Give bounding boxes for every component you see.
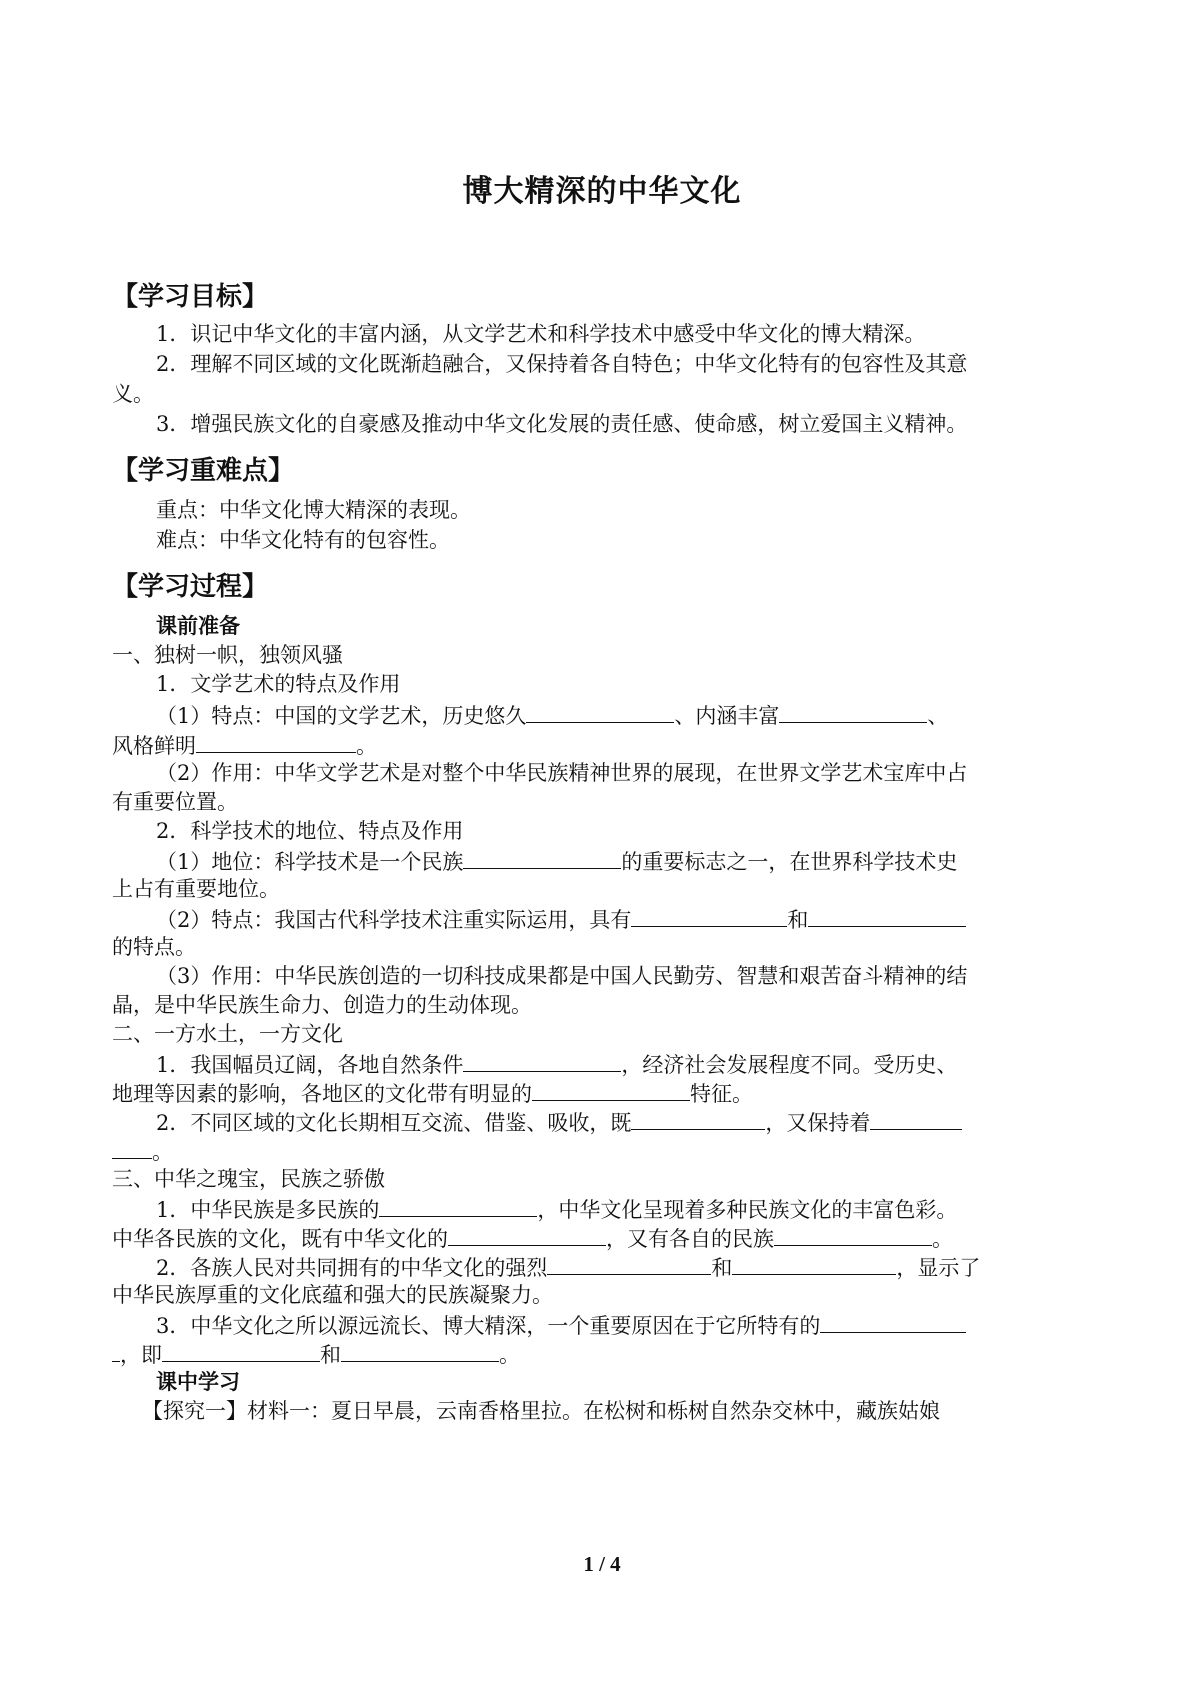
keypoint-line: 重点：中华文化博大精深的表现。 — [156, 498, 471, 522]
blank[interactable] — [774, 1223, 932, 1246]
text: 和 — [711, 1256, 733, 1280]
blank[interactable] — [448, 1223, 606, 1246]
blank[interactable] — [162, 1339, 320, 1362]
fill-line-inclusiveness-cont — [112, 1339, 1092, 1369]
goal-line-2: 2．理解不同区域的文化既渐趋融合，又保持着各自特色；中华文化特有的包容性及其意 — [156, 352, 968, 376]
blank[interactable] — [463, 846, 621, 869]
fill-line-identity — [112, 1252, 1136, 1282]
section-heading-goals: 【学习目标】 — [112, 282, 269, 312]
blank[interactable] — [631, 1107, 765, 1130]
science-role-cont: 晶，是中华民族生命力、创造力的生动体现。 — [112, 993, 532, 1017]
part-2-heading: 二、一方水土，一方文化 — [112, 1022, 343, 1046]
text: 、 — [927, 704, 949, 728]
text: ，又保持着 — [765, 1111, 871, 1135]
fill-line-ethnic-cultures — [112, 1223, 1092, 1253]
blank[interactable] — [341, 1339, 499, 1362]
fill-line-science-status — [112, 846, 1136, 876]
identity-cont: 中华民族厚重的文化底蕴和强大的民族凝聚力。 — [112, 1283, 553, 1307]
text: 风格鲜明 — [112, 734, 196, 758]
text: 、内涵丰富 — [674, 704, 780, 728]
part-1-item-2: 2．科学技术的地位、特点及作用 — [156, 819, 464, 843]
part-3-heading: 三、中华之瑰宝，民族之骄傲 — [112, 1167, 385, 1191]
subheading-pre-class: 课前准备 — [156, 614, 240, 638]
text: 特征。 — [690, 1082, 753, 1106]
science-role-line: （3）作用：中华民族创造的一切科技成果都是中国人民勤劳、智慧和艰苦奋斗精神的结 — [156, 964, 968, 988]
goal-line-3: 3．增强民族文化的自豪感及推动中华文化发展的责任感、使命感，树立爱国主义精神。 — [156, 412, 968, 436]
text: 2．各族人民对共同拥有的中华文化的强烈 — [156, 1256, 548, 1280]
blank[interactable] — [379, 1194, 537, 1217]
text: 2．不同区域的文化长期相互交流、借鉴、吸收，既 — [156, 1111, 632, 1135]
blank[interactable] — [870, 1107, 962, 1130]
fill-line-inclusiveness — [112, 1310, 1136, 1340]
text: 。 — [152, 1140, 173, 1164]
blank[interactable] — [779, 700, 927, 723]
blank[interactable] — [112, 1136, 152, 1159]
section-heading-keypoints: 【学习重难点】 — [112, 456, 295, 486]
text: 和 — [787, 908, 809, 932]
fill-line-literature-features — [112, 700, 1136, 730]
blank[interactable] — [547, 1252, 711, 1275]
literature-role-cont: 有重要位置。 — [112, 790, 238, 814]
document-title: 博大精深的中华文化 — [462, 174, 742, 209]
fill-line-science-features — [112, 904, 1136, 934]
text: （1）特点：中国的文学艺术，历史悠久 — [156, 704, 527, 728]
blank[interactable] — [112, 1339, 120, 1362]
blank[interactable] — [463, 1049, 621, 1072]
goal-line-1: 1．识记中华文化的丰富内涵，从文学艺术和科学技术中感受中华文化的博大精深。 — [156, 322, 926, 346]
blank[interactable] — [196, 730, 356, 753]
text: 。 — [932, 1227, 953, 1251]
fill-line-multiethnic — [112, 1194, 1136, 1224]
text: 中华各民族的文化，既有中华文化的 — [112, 1227, 448, 1251]
text: ，又有各自的民族 — [606, 1227, 774, 1251]
science-features-cont: 的特点。 — [112, 935, 196, 959]
text: 。 — [356, 734, 377, 758]
part-1-heading: 一、独树一帜，独领风骚 — [112, 643, 343, 667]
blank[interactable] — [532, 1078, 690, 1101]
exploration-1-line: 【探究一】材料一：夏日早晨，云南香格里拉。在松树和栎树自然杂交林中，藏族姑娘 — [142, 1399, 940, 1423]
text: ，经济社会发展程度不同。受历史、 — [621, 1053, 958, 1077]
fill-line-exchange-cont — [112, 1136, 1092, 1166]
part-1-item-1: 1．文学艺术的特点及作用 — [156, 672, 401, 696]
blank[interactable] — [820, 1310, 966, 1333]
text: ，显示了 — [896, 1256, 981, 1280]
fill-line-style — [112, 730, 1092, 760]
fill-line-exchange — [112, 1107, 1136, 1137]
blank[interactable] — [631, 904, 787, 927]
fill-line-regions — [112, 1049, 1136, 1079]
text: 的重要标志之一，在世界科学技术史 — [621, 850, 958, 874]
page-number: 1 / 4 — [583, 1552, 621, 1576]
blank[interactable] — [526, 700, 674, 723]
fill-line-regional-features — [112, 1078, 1092, 1108]
text: ，中华文化呈现着多种民族文化的丰富色彩。 — [537, 1198, 958, 1222]
text: 1．我国幅员辽阔，各地自然条件 — [156, 1053, 464, 1077]
text: 地理等因素的影响，各地区的文化带有明显的 — [112, 1082, 532, 1106]
text: 和 — [320, 1343, 341, 1367]
text: 。 — [499, 1343, 520, 1367]
text: ，即 — [120, 1343, 162, 1367]
blank[interactable] — [808, 904, 966, 927]
subheading-in-class: 课中学习 — [156, 1370, 240, 1394]
difficulty-line: 难点：中华文化特有的包容性。 — [156, 528, 450, 552]
blank[interactable] — [732, 1252, 896, 1275]
text: （2）特点：我国古代科学技术注重实际运用，具有 — [156, 908, 632, 932]
text: 1．中华民族是多民族的 — [156, 1198, 380, 1222]
goal-line-2-cont: 义。 — [112, 382, 154, 406]
science-status-cont: 上占有重要地位。 — [112, 877, 280, 901]
literature-role-line: （2）作用：中华文学艺术是对整个中华民族精神世界的展现，在世界文学艺术宝库中占 — [156, 761, 968, 785]
section-heading-process: 【学习过程】 — [112, 572, 269, 602]
text: 3．中华文化之所以源远流长、博大精深，一个重要原因在于它所特有的 — [156, 1314, 821, 1338]
text: （1）地位：科学技术是一个民族 — [156, 850, 464, 874]
